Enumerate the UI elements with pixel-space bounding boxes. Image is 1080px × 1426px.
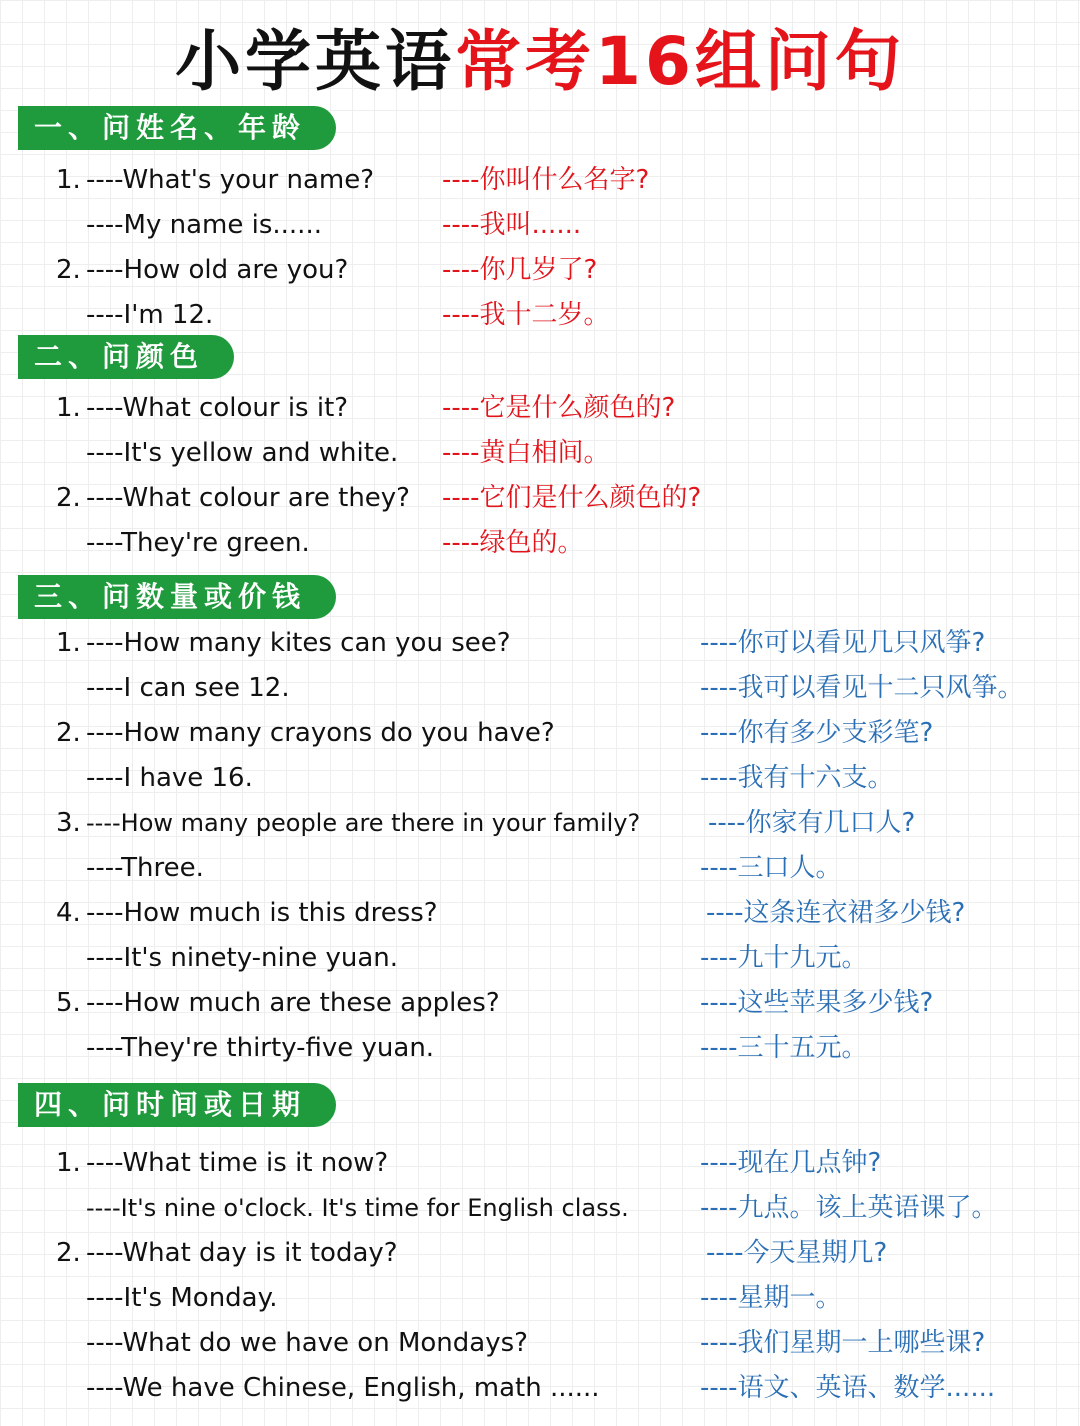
english-text: ----How much are these apples? — [86, 988, 500, 1018]
english-text: ----It's yellow and white. — [86, 438, 399, 468]
section-header-name-age: 一、问姓名、年龄 — [18, 106, 336, 150]
chinese-text: ----三十五元。 — [700, 1033, 868, 1063]
english-text: ----How many crayons do you have? — [86, 718, 555, 748]
chinese-text: ----三口人。 — [700, 853, 842, 883]
chinese-text: ----今天星期几? — [706, 1238, 888, 1268]
chinese-text: ----你叫什么名字? — [442, 165, 650, 195]
chinese-text: ----我们星期一上哪些课? — [700, 1328, 986, 1358]
chinese-text: ----这条连衣裙多少钱? — [706, 898, 966, 928]
item-number: 2. — [56, 255, 81, 285]
english-text: ----What's your name? — [86, 165, 375, 195]
list-item — [56, 293, 1080, 338]
list-item — [56, 846, 1080, 891]
list-item — [56, 1026, 1080, 1071]
english-text: ----What day is it today? — [86, 1238, 398, 1268]
chinese-text: ----它们是什么颜色的? — [442, 483, 702, 513]
list-item — [56, 386, 1080, 431]
title-part-2: 常考16组问句 — [455, 23, 905, 100]
list-item — [56, 981, 1080, 1026]
english-text: ----I'm 12. — [86, 300, 214, 330]
list-item — [56, 936, 1080, 981]
item-number: 2. — [56, 718, 81, 748]
item-number: 2. — [56, 483, 81, 513]
page-title — [0, 22, 1080, 102]
english-text: ----I can see 12. — [86, 673, 290, 703]
english-text: ----How much is this dress? — [86, 898, 438, 928]
english-text: ----How many kites can you see? — [86, 628, 511, 658]
english-text: ----What colour is it? — [86, 393, 349, 423]
item-number: 1. — [56, 393, 81, 423]
chinese-text: ----我叫...... — [442, 210, 582, 240]
item-number: 2. — [56, 1238, 81, 1268]
section-header-colour: 二、问颜色 — [18, 335, 234, 379]
section-header-quantity-price: 三、问数量或价钱 — [18, 575, 336, 619]
chinese-text: ----你家有几口人? — [708, 808, 916, 838]
chinese-text: ----星期一。 — [700, 1283, 842, 1313]
list-item — [56, 801, 1080, 846]
english-text: ----I have 16. — [86, 763, 253, 793]
item-number: 1. — [56, 165, 81, 195]
list-item — [56, 666, 1080, 711]
section-header-time-date: 四、问时间或日期 — [18, 1083, 336, 1127]
chinese-text: ----它是什么颜色的? — [442, 393, 676, 423]
english-text: ----My name is...... — [86, 210, 322, 240]
item-number: 1. — [56, 1148, 81, 1178]
chinese-text: ----绿色的。 — [442, 528, 584, 558]
list-item — [56, 756, 1080, 801]
chinese-text: ----你有多少支彩笔? — [700, 718, 934, 748]
chinese-text: ----我可以看见十二只风筝。 — [700, 673, 1024, 703]
list-item — [56, 1276, 1080, 1321]
english-text: ----What colour are they? — [86, 483, 410, 513]
list-item — [56, 431, 1080, 476]
list-item — [56, 521, 1080, 566]
list-item — [56, 621, 1080, 666]
title-part-1: 小学英语 — [175, 23, 456, 100]
item-number: 1. — [56, 628, 81, 658]
english-text: ----We have Chinese, English, math ...... — [86, 1373, 600, 1403]
english-text: ----What time is it now? — [86, 1148, 389, 1178]
list-item — [56, 158, 1080, 203]
list-item — [56, 711, 1080, 756]
list-item — [56, 1366, 1080, 1411]
list-item — [56, 1321, 1080, 1366]
english-text: ----It's nine o'clock. It's time for English class. — [86, 1194, 629, 1222]
english-text: ----It's Monday. — [86, 1283, 278, 1313]
english-text: ----How many people are there in your family? — [86, 809, 641, 837]
chinese-text: ----你几岁了? — [442, 255, 598, 285]
list-item — [56, 1231, 1080, 1276]
chinese-text: ----语文、英语、数学...... — [700, 1373, 996, 1403]
chinese-text: ----你可以看见几只风筝? — [700, 628, 986, 658]
item-number: 4. — [56, 898, 81, 928]
item-number: 3. — [56, 808, 81, 838]
chinese-text: ----这些苹果多少钱? — [700, 988, 934, 1018]
english-text: ----How old are you? — [86, 255, 349, 285]
chinese-text: ----九点。该上英语课了。 — [700, 1193, 998, 1223]
item-number: 5. — [56, 988, 81, 1018]
chinese-text: ----现在几点钟? — [700, 1148, 882, 1178]
list-item — [56, 476, 1080, 521]
list-item — [56, 203, 1080, 248]
chinese-text: ----我有十六支。 — [700, 763, 894, 793]
list-item — [56, 248, 1080, 293]
chinese-text: ----我十二岁。 — [442, 300, 610, 330]
chinese-text: ----九十九元。 — [700, 943, 868, 973]
english-text: ----Three. — [86, 853, 204, 883]
english-text: ----It's ninety-nine yuan. — [86, 943, 399, 973]
chinese-text: ----黄白相间。 — [442, 438, 610, 468]
list-item — [56, 891, 1080, 936]
list-item — [56, 1141, 1080, 1186]
english-text: ----What do we have on Mondays? — [86, 1328, 528, 1358]
english-text: ----They're thirty-five yuan. — [86, 1033, 435, 1063]
english-text: ----They're green. — [86, 528, 310, 558]
list-item — [56, 1186, 1080, 1231]
